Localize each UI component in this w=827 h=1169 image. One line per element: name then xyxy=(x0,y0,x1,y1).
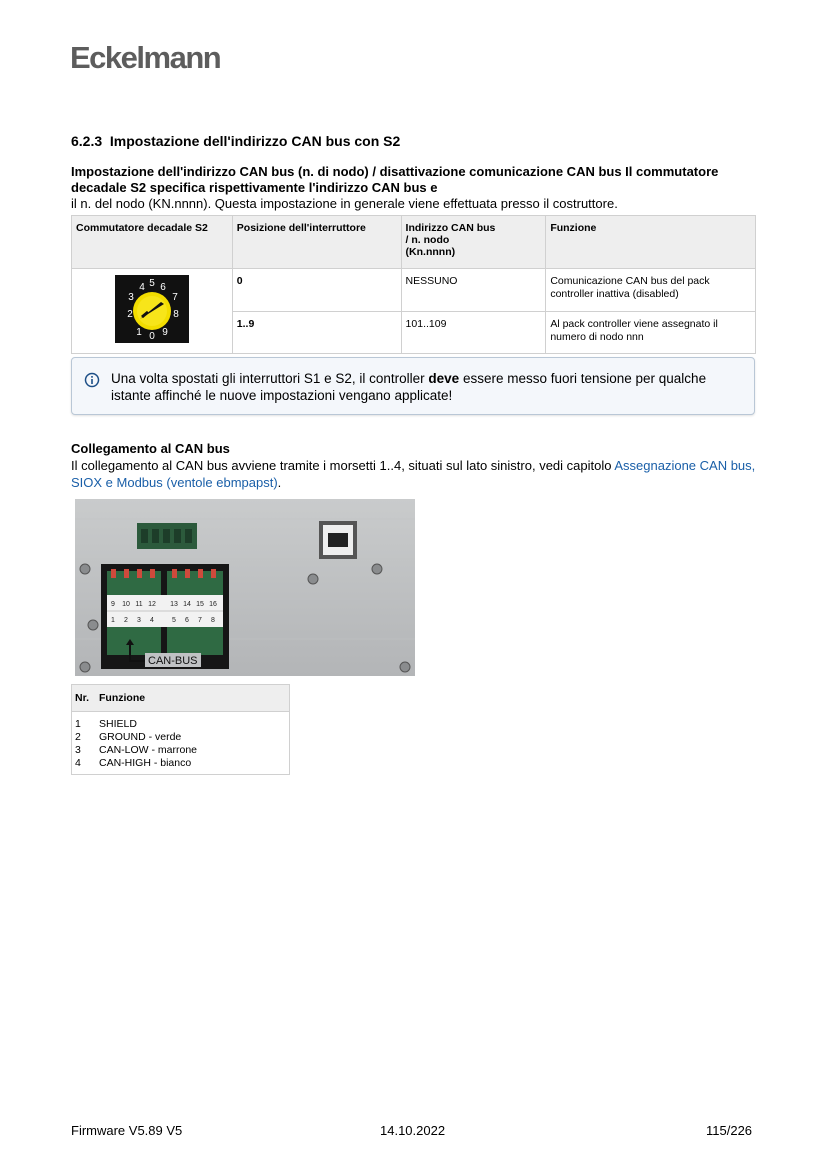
dial-digit-3: 3 xyxy=(128,292,134,303)
table-row: 4 CAN-HIGH - bianco xyxy=(72,757,290,775)
svg-text:8: 8 xyxy=(211,617,215,624)
svg-text:9: 9 xyxy=(111,601,115,608)
svg-text:6: 6 xyxy=(185,617,189,624)
footer-firmware: Firmware V5.89 V5 xyxy=(71,1123,183,1138)
row-address: NESSUNO xyxy=(401,269,546,312)
svg-text:11: 11 xyxy=(135,601,143,608)
header-function: Funzione xyxy=(96,685,290,712)
can-bus-label: CAN-BUS xyxy=(148,655,198,667)
dial-digit-0: 0 xyxy=(149,331,155,342)
table-row: 2 GROUND - verde xyxy=(72,731,290,744)
row-function: Comunicazione CAN bus del pack controller inattiva (disabled) xyxy=(546,269,756,312)
dial-digit-5: 5 xyxy=(149,278,155,289)
svg-text:3: 3 xyxy=(137,617,141,624)
svg-text:2: 2 xyxy=(124,617,128,624)
footer-page-number: 115/226 xyxy=(706,1123,753,1138)
table-row xyxy=(72,269,756,312)
table-row: 3 CAN-LOW - marrone xyxy=(72,744,290,757)
intro-bold-text: Impostazione dell'indirizzo CAN bus (n. di nodo) / disattivazione comunicazione CAN bus Il commutatore decadale S2 specifica rispettivamente l'indirizzo CAN bus e xyxy=(71,164,719,195)
can-bus-terminal-photo xyxy=(75,499,415,676)
header-address: Indirizzo CAN bus / n. nodo (Kn.nnnn) xyxy=(401,216,546,269)
section-heading xyxy=(71,133,400,149)
section-title: Impostazione dell'indirizzo CAN bus con S2 xyxy=(109,133,401,149)
connection-heading: Collegamento al CAN bus xyxy=(71,441,230,456)
intro-text: il n. del nodo (KN.nnnn). Questa impostazione in generale viene effettuata presso il costruttore. xyxy=(71,196,618,211)
footer-date: 14.10.2022 xyxy=(380,1123,446,1138)
svg-text:16: 16 xyxy=(209,601,217,608)
rotary-switch-cell xyxy=(72,269,233,354)
switch-table-header xyxy=(72,216,756,269)
row-function: Al pack controller viene assegnato il numero di nodo nnn xyxy=(546,311,756,354)
connection-paragraph: Il collegamento al CAN bus avviene tramite i morsetti 1..4, situati sul lato sinistro, vedi capitolo Assegnazione CAN bus, SIOX e Modbus (ventole ebmpapst). xyxy=(71,458,756,490)
section-number: 6.2.3 xyxy=(71,133,103,149)
row-address: 101..109 xyxy=(401,311,546,354)
pin-table-header xyxy=(72,685,290,712)
dial-digit-4: 4 xyxy=(139,282,145,293)
rotary-switch-image xyxy=(115,275,189,343)
switch-table xyxy=(71,215,756,354)
svg-text:4: 4 xyxy=(150,617,154,624)
table-row: 1 SHIELD xyxy=(72,712,290,732)
svg-text:13: 13 xyxy=(170,601,178,608)
info-text: Una volta spostati gli interruttori S1 e S2, il controller deve essere messo fuori tensione per qualche istante affinché le nuove impostazioni vengano applicate! xyxy=(111,371,707,403)
header-position: Posizione dell'interruttore xyxy=(232,216,401,269)
header-switch: Commutatore decadale S2 xyxy=(72,216,233,269)
pin-table xyxy=(71,684,290,775)
dial-digit-1: 1 xyxy=(136,327,142,338)
header-nr: Nr. xyxy=(72,685,97,712)
dial-digit-2: 2 xyxy=(127,309,133,320)
dial-digit-7: 7 xyxy=(172,292,178,303)
svg-text:1: 1 xyxy=(111,617,115,624)
chapter-link[interactable]: Assegnazione CAN bus, SIOX e Modbus (ventole ebmpapst) xyxy=(71,458,756,490)
svg-text:14: 14 xyxy=(183,601,191,608)
dial-digit-8: 8 xyxy=(173,309,179,320)
svg-text:10: 10 xyxy=(122,601,130,608)
info-emphasis: deve xyxy=(428,371,460,386)
svg-text:7: 7 xyxy=(198,617,202,624)
row-position: 1..9 xyxy=(232,311,401,354)
svg-text:15: 15 xyxy=(196,601,204,608)
intro-paragraph xyxy=(71,164,761,212)
row-position: 0 xyxy=(232,269,401,312)
info-note xyxy=(71,357,755,415)
dial-digit-9: 9 xyxy=(162,327,168,338)
header-function: Funzione xyxy=(546,216,756,269)
info-icon xyxy=(84,372,100,388)
dial-digit-6: 6 xyxy=(160,282,166,293)
svg-text:5: 5 xyxy=(172,617,176,624)
eckelmann-logo: Eckelmann xyxy=(70,40,221,75)
svg-text:12: 12 xyxy=(148,601,156,608)
